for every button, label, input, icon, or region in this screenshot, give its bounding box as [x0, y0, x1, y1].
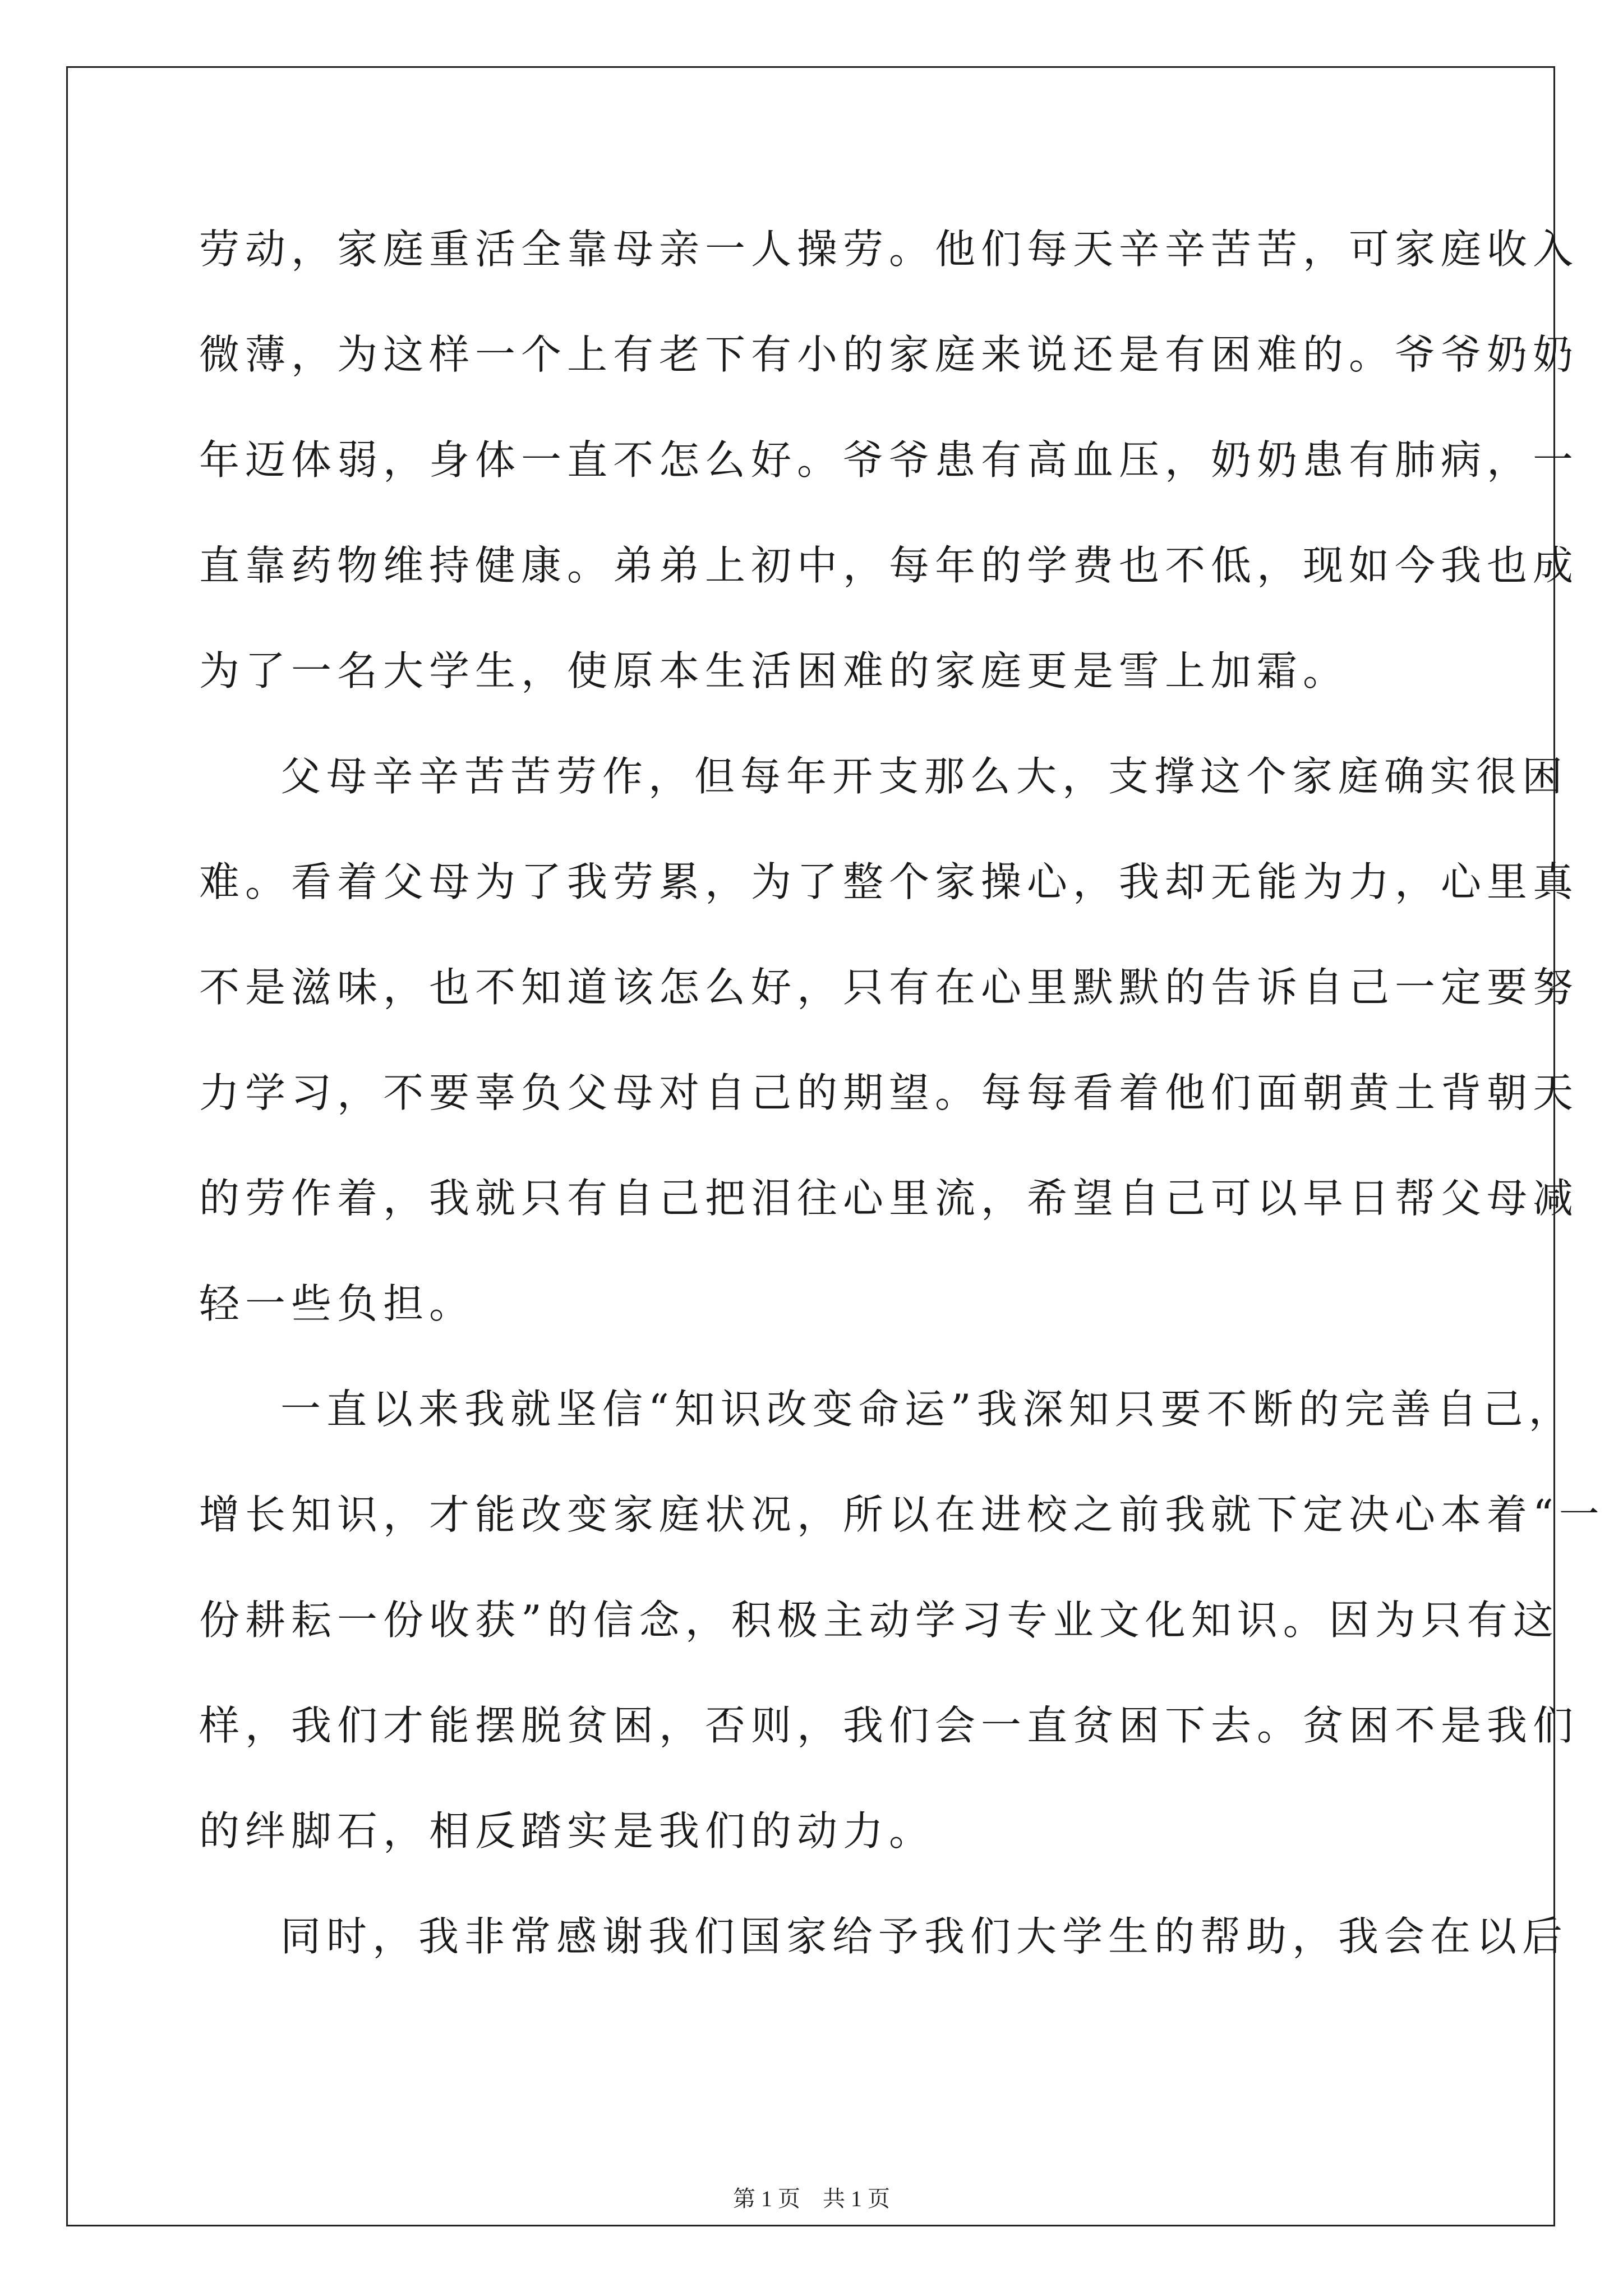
body-text-line: 难。看着父母为了我劳累，为了整个家操心，我却无能为力，心里真	[199, 858, 1579, 905]
paragraph-first-line: 父母辛辛苦苦劳作，但每年开支那么大，支撑这个家庭确实很困	[280, 753, 1569, 800]
body-text-line: 微薄，为这样一个上有老下有小的家庭来说还是有困难的。爷爷奶奶	[199, 331, 1579, 378]
paragraph-first-line: 同时，我非常感谢我们国家给予我们大学生的帮助，我会在以后	[280, 1913, 1569, 1960]
body-text-line: 力学习，不要辜负父母对自己的期望。每每看着他们面朝黄土背朝天	[199, 1069, 1579, 1116]
body-text-line: 年迈体弱，身体一直不怎么好。爷爷患有高血压，奶奶患有肺病，一	[199, 436, 1579, 484]
body-text-line: 样，我们才能摆脱贫困，否则，我们会一直贫困下去。贫困不是我们	[199, 1702, 1579, 1749]
body-text-line: 份耕耘一份收获”的信念，积极主动学习专业文化知识。因为只有这	[199, 1596, 1559, 1644]
body-text-line: 轻一些负担。	[199, 1280, 476, 1327]
page-number-footer: 第 1 页 共 1 页	[733, 2186, 890, 2211]
body-text-line: 不是滋味，也不知道该怎么好，只有在心里默默的告诉自己一定要努	[199, 964, 1579, 1011]
paragraph-first-line: 一直以来我就坚信“知识改变命运”我深知只要不断的完善自己，	[280, 1386, 1575, 1433]
body-text-line: 劳动，家庭重活全靠母亲一人操劳。他们每天辛辛苦苦，可家庭收入	[199, 226, 1579, 273]
body-text-line: 增长知识，才能改变家庭状况，所以在进校之前我就下定决心本着“一	[199, 1491, 1605, 1538]
body-text-line: 的劳作着，我就只有自己把泪往心里流，希望自己可以早日帮父母减	[199, 1175, 1579, 1222]
body-text-line: 为了一名大学生，使原本生活困难的家庭更是雪上加霜。	[199, 647, 1349, 694]
body-text-line: 直靠药物维持健康。弟弟上初中，每年的学费也不低，现如今我也成	[199, 542, 1579, 589]
body-text-line: 的绊脚石，相反踏实是我们的动力。	[199, 1807, 935, 1855]
